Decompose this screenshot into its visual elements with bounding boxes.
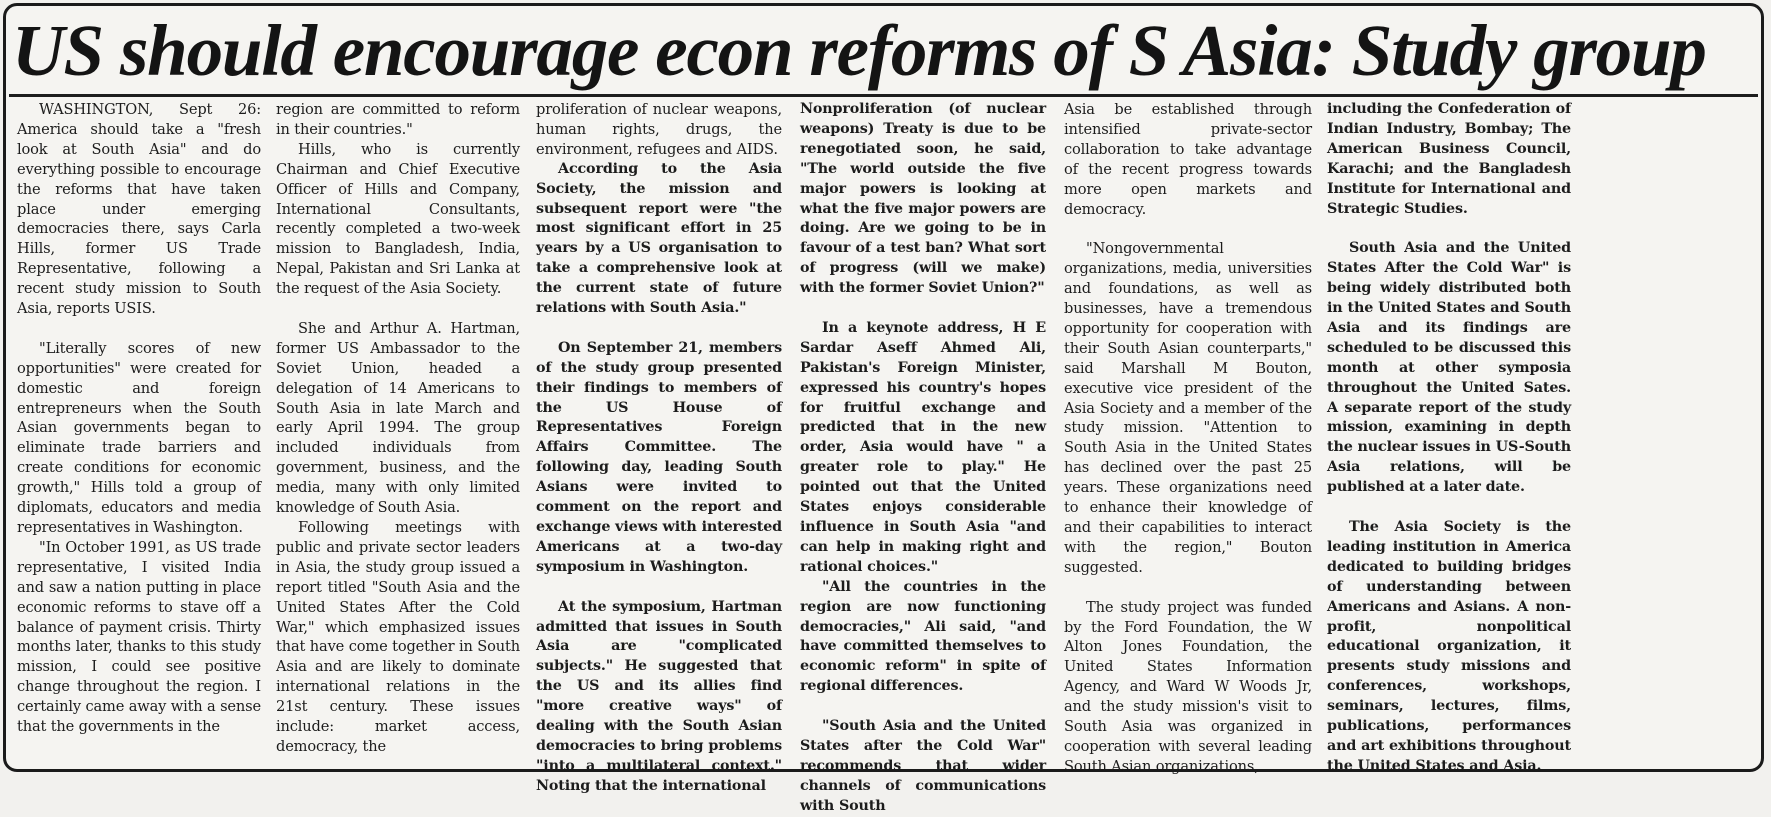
paragraph: "In October 1991, as US trade representative, I visited India and saw a nation putting in place economic reforms to stave off a balance of payment crisis. Thirty months later, thanks to this study mission, I could see positive change throughout the region. I certainly came away with a sense that the governments in the bbox=[17, 538, 261, 736]
paragraph: including the Confederation of Indian Industry, Bombay; The American Business Council, Karachi; and the Bangladesh Institute for International and Strategic Studies. bbox=[1327, 101, 1571, 217]
paragraph: Nonproliferation (of nuclear weapons) Treaty is due to be renegotiated soon, he said, "The world outside the five major powers is looking at what the five major powers are doing. Are we going to be in favour of a test ban? What sort of progress (will we make) with the former Soviet Union?" bbox=[800, 101, 1046, 297]
paragraph: "South Asia and the United States after the Cold War" recommends that wider channels of communications with South bbox=[800, 718, 1046, 814]
paragraph: region are committed to reform in their countries." bbox=[276, 101, 520, 138]
paragraph: proliferation of nuclear weapons, human rights, drugs, the environment, refugees and AIDS. bbox=[536, 101, 782, 158]
paragraph: In a keynote address, H E Sardar Aseff Ahmed Ali, Pakistan's Foreign Minister, expressed his country's hopes for fruitful exchange and predicted that in the new order, Asia would have " a greater role to play." He pointed out that the United States enjoys considerable influence in South Asia "and can help in making right and rational choices." bbox=[800, 319, 1046, 575]
article-column-6 bbox=[1327, 100, 1571, 774]
paragraph: Asia be established through intensified private-sector collaboration to take advantage of the recent progress towards more open markets and democracy. bbox=[1064, 101, 1312, 218]
headline: US should encourage econ reforms of S Asia: Study group bbox=[12, 10, 1706, 91]
article-column-2 bbox=[276, 100, 520, 765]
headline-rule bbox=[9, 94, 1758, 97]
article-column-1 bbox=[17, 100, 261, 765]
paragraph: South Asia and the United States After the Cold War" is being widely distributed both in the United States and South Asia and its findings are scheduled to be discussed this month at other symposia throughout the United Sates. A separate report of the study mission, examining in depth the nuclear issues in US-South Asia relations, will be published at a later date. bbox=[1327, 240, 1571, 496]
paragraph: "Nongovernmental organizations, media, universities and foundations, as well as businesses, have a tremendous opportunity for cooperation with their South Asian counterparts," said Marshall M Bouton, executive vice president of the Asia Society and a member of the study mission. "Attention to South Asia in the United States has declined over the past 25 years. These organizations need to enhance their knowledge of and their capabilities to interact with the region," Bouton suggested. bbox=[1064, 240, 1312, 576]
paragraph: On September 21, members of the study group presented their findings to members of the US House of Representatives Foreign Affairs Committee. The following day, leading South Asians were invited to comment on the report and exchange views with interested Americans at a two-day symposium in Washington. bbox=[536, 339, 782, 575]
article-column-3 bbox=[536, 100, 782, 794]
paragraph: WASHINGTON, Sept 26: America should take a "fresh look at South Asia" and do everything possible to encourage the reforms that have taken place under emerging democracies there, says Carla Hills, former US Trade Representative, following a recent study mission to South Asia, reports USIS. bbox=[17, 101, 261, 318]
paragraph: According to the Asia Society, the mission and subsequent report were "the most significant effort in 25 years by a US organisation to take a comprehensive look at the current state of future relations with South Asia." bbox=[536, 160, 782, 317]
news-clipping bbox=[3, 3, 1764, 814]
article-column-4 bbox=[800, 100, 1046, 814]
paragraph: She and Arthur A. Hartman, former US Ambassador to the Soviet Union, headed a delegation of 14 Americans to South Asia in late March and early April 1994. The group included individuals from government, business, and the media, many with only limited knowledge of South Asia. bbox=[276, 319, 520, 517]
paragraph: The study project was funded by the Ford Foundation, the W Alton Jones Foundation, the United States Information Agency, and Ward W Woods Jr, and the study mission's visit to South Asia was organized in cooperation with several leading South Asian organizations, bbox=[1064, 598, 1312, 775]
paragraph: Hills, who is currently Chairman and Chief Executive Officer of Hills and Company, International Consultants, recently completed a two-week mission to Bangladesh, India, Nepal, Pakistan and Sri Lanka at the request of the Asia Society. bbox=[276, 140, 520, 298]
paragraph: "Literally scores of new opportunities" were created for domestic and foreign entrepreneurs when the South Asian governments began to eliminate trade barriers and create conditions for economic growth," Hills told a group of diplomats, educators and media representatives in Washington. bbox=[17, 339, 261, 537]
paragraph: Following meetings with public and private sector leaders in Asia, the study group issued a report titled "South Asia and the United States After the Cold War," which emphasized issues that have come together in South Asia and are likely to dominate international relations in the 21st century. These issues include: market access, democracy, the bbox=[276, 519, 520, 755]
article-column-5 bbox=[1064, 100, 1312, 775]
paragraph: The Asia Society is the leading institution in America dedicated to building bridges of understanding between Americans and Asians. A non-profit, nonpolitical educational organization, it presents study missions and conferences, workshops, seminars, lectures, films, publications, performances and art exhibitions throughout the United States and Asia. bbox=[1327, 519, 1571, 774]
paragraph: At the symposium, Hartman admitted that issues in South Asia are "complicated subjects." He suggested that the US and its allies find "more creative ways" of dealing with the South Asian democracies to bring problems "into a multilateral context." Noting that the international bbox=[536, 598, 782, 794]
paragraph: "All the countries in the region are now functioning democracies," Ali said, "and have committed themselves to economic reform" in spite of regional differences. bbox=[800, 578, 1046, 695]
